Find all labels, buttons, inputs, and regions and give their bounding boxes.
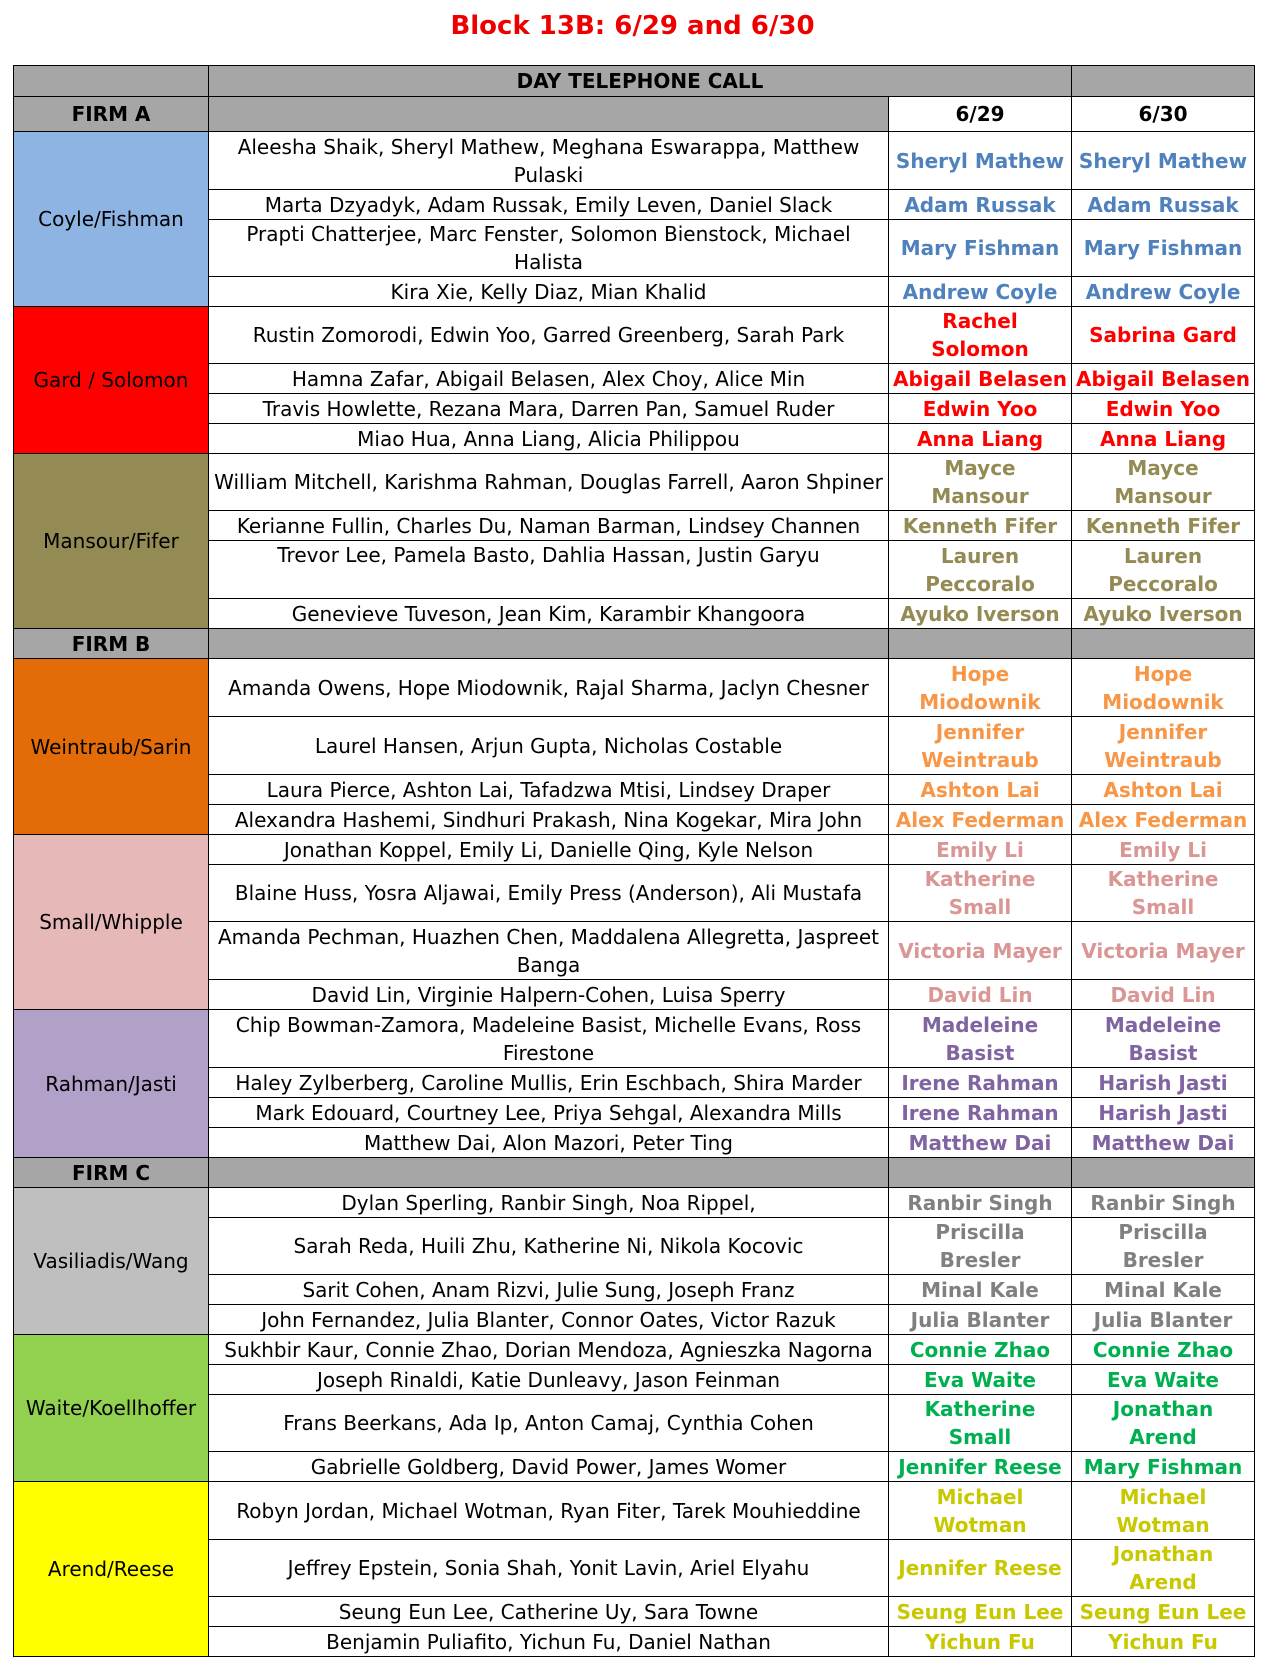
date-header-1: 6/29 (889, 97, 1072, 132)
firm-header-row (14, 97, 1255, 132)
attending-6-30: Anna Liang (1072, 424, 1255, 454)
group-name-cell: Mansour/Fifer (14, 454, 209, 629)
team-members-cell: Joseph Rinaldi, Katie Dunleavy, Jason Feinman (209, 1365, 889, 1395)
team-members-cell: Laura Pierce, Ashton Lai, Tafadzwa Mtisi, Lindsey Draper (209, 775, 889, 805)
team-members-cell: Sarit Cohen, Anam Rizvi, Julie Sung, Joseph Franz (209, 1275, 889, 1305)
team-row (14, 454, 1255, 511)
attending-6-29: Abigail Belasen (889, 364, 1072, 394)
firm-header-row (14, 629, 1255, 659)
team-members-cell: Kira Xie, Kelly Diaz, Mian Khalid (209, 277, 889, 307)
attending-6-29: Ranbir Singh (889, 1188, 1072, 1218)
attending-6-30: Sabrina Gard (1072, 307, 1255, 364)
attending-6-30: Mayce Mansour (1072, 454, 1255, 511)
attending-6-29: Ashton Lai (889, 775, 1072, 805)
attending-6-29: Anna Liang (889, 424, 1072, 454)
team-members-cell: Travis Howlette, Rezana Mara, Darren Pan, Samuel Ruder (209, 394, 889, 424)
attending-6-30: Emily Li (1072, 835, 1255, 865)
team-row (14, 132, 1255, 190)
attending-6-30: Minal Kale (1072, 1275, 1255, 1305)
date-header-2: 6/30 (1072, 97, 1255, 132)
attending-6-29: Alex Federman (889, 805, 1072, 835)
team-members-cell: William Mitchell, Karishma Rahman, Douglas Farrell, Aaron Shpiner (209, 454, 889, 511)
team-members-cell: Matthew Dai, Alon Mazori, Peter Ting (209, 1128, 889, 1158)
attending-6-30: Kenneth Fifer (1072, 511, 1255, 541)
attending-6-30: Hope Miodownik (1072, 659, 1255, 717)
attending-6-29: Julia Blanter (889, 1305, 1072, 1335)
group-name-cell: Vasiliadis/Wang (14, 1188, 209, 1335)
attending-6-30: Edwin Yoo (1072, 394, 1255, 424)
team-members-cell: David Lin, Virginie Halpern-Cohen, Luisa Sperry (209, 980, 889, 1010)
team-members-cell: Frans Beerkans, Ada Ip, Anton Camaj, Cynthia Cohen (209, 1395, 889, 1452)
team-members-cell: Benjamin Puliafito, Yichun Fu, Daniel Nathan (209, 1627, 889, 1657)
attending-6-29: David Lin (889, 980, 1072, 1010)
attending-6-29: Priscilla Bresler (889, 1218, 1072, 1275)
firm-header-spacer (889, 1158, 1072, 1188)
attending-6-30: Jonathan Arend (1072, 1540, 1255, 1597)
header-row (14, 66, 1255, 97)
group-name-cell: Arend/Reese (14, 1482, 209, 1657)
attending-6-30: Priscilla Bresler (1072, 1218, 1255, 1275)
attending-6-30: Eva Waite (1072, 1365, 1255, 1395)
attending-6-30: Abigail Belasen (1072, 364, 1255, 394)
team-members-cell: Seung Eun Lee, Catherine Uy, Sara Towne (209, 1597, 889, 1627)
group-name-cell: Weintraub/Sarin (14, 659, 209, 835)
attending-6-30: Madeleine Basist (1072, 1010, 1255, 1068)
attending-6-29: Lauren Peccoralo (889, 541, 1072, 599)
attending-6-30: Yichun Fu (1072, 1627, 1255, 1657)
page-title: Block 13B: 6/29 and 6/30 (450, 11, 815, 41)
team-members-cell: Sarah Reda, Huili Zhu, Katherine Ni, Nikola Kocovic (209, 1218, 889, 1275)
attending-6-29: Kenneth Fifer (889, 511, 1072, 541)
group-name-cell: Coyle/Fishman (14, 132, 209, 307)
attending-6-30: Ranbir Singh (1072, 1188, 1255, 1218)
firm-header-spacer (209, 1158, 889, 1188)
attending-6-30: Jonathan Arend (1072, 1395, 1255, 1452)
team-members-cell: Aleesha Shaik, Sheryl Mathew, Meghana Eswarappa, Matthew Pulaski (209, 132, 889, 190)
attending-6-30: David Lin (1072, 980, 1255, 1010)
attending-6-30: Sheryl Mathew (1072, 132, 1255, 190)
attending-6-29: Matthew Dai (889, 1128, 1072, 1158)
attending-6-30: Jennifer Weintraub (1072, 717, 1255, 775)
attending-6-29: Jennifer Reese (889, 1540, 1072, 1597)
team-members-cell: Robyn Jordan, Michael Wotman, Ryan Fiter, Tarek Mouhieddine (209, 1482, 889, 1540)
team-members-cell: John Fernandez, Julia Blanter, Connor Oates, Victor Razuk (209, 1305, 889, 1335)
attending-6-29: Hope Miodownik (889, 659, 1072, 717)
firm-label: FIRM B (14, 629, 209, 659)
attending-6-30: Seung Eun Lee (1072, 1597, 1255, 1627)
team-members-cell: Dylan Sperling, Ranbir Singh, Noa Rippel, (209, 1188, 889, 1218)
attending-6-30: Lauren Peccoralo (1072, 541, 1255, 599)
attending-6-29: Edwin Yoo (889, 394, 1072, 424)
firm-label: FIRM C (14, 1158, 209, 1188)
firm-header-spacer (1072, 629, 1255, 659)
header-corner (14, 66, 209, 97)
team-members-cell: Blaine Huss, Yosra Aljawai, Emily Press (Anderson), Ali Mustafa (209, 865, 889, 922)
header-main: DAY TELEPHONE CALL (209, 66, 1072, 97)
attending-6-30: Alex Federman (1072, 805, 1255, 835)
attending-6-29: Mayce Mansour (889, 454, 1072, 511)
attending-6-29: Ayuko Iverson (889, 599, 1072, 629)
team-row (14, 1010, 1255, 1068)
team-row (14, 1482, 1255, 1540)
team-members-cell: Chip Bowman-Zamora, Madeleine Basist, Michelle Evans, Ross Firestone (209, 1010, 889, 1068)
team-members-cell: Sukhbir Kaur, Connie Zhao, Dorian Mendoza, Agnieszka Nagorna (209, 1335, 889, 1365)
attending-6-30: Connie Zhao (1072, 1335, 1255, 1365)
attending-6-29: Michael Wotman (889, 1482, 1072, 1540)
attending-6-30: Mary Fishman (1072, 220, 1255, 277)
team-members-cell: Hamna Zafar, Abigail Belasen, Alex Choy, Alice Min (209, 364, 889, 394)
attending-6-29: Emily Li (889, 835, 1072, 865)
team-members-cell: Amanda Owens, Hope Miodownik, Rajal Sharma, Jaclyn Chesner (209, 659, 889, 717)
attending-6-29: Yichun Fu (889, 1627, 1072, 1657)
attending-6-30: Ashton Lai (1072, 775, 1255, 805)
attending-6-29: Minal Kale (889, 1275, 1072, 1305)
team-members-cell: Laurel Hansen, Arjun Gupta, Nicholas Costable (209, 717, 889, 775)
team-members-cell: Amanda Pechman, Huazhen Chen, Maddalena Allegretta, Jaspreet Banga (209, 922, 889, 980)
header-corner-right (1072, 66, 1255, 97)
attending-6-29: Connie Zhao (889, 1335, 1072, 1365)
firm-header-spacer (889, 629, 1072, 659)
attending-6-30: Adam Russak (1072, 190, 1255, 220)
attending-6-30: Harish Jasti (1072, 1068, 1255, 1098)
attending-6-29: Irene Rahman (889, 1098, 1072, 1128)
call-schedule-table (13, 65, 1255, 1657)
group-name-cell: Rahman/Jasti (14, 1010, 209, 1158)
attending-6-29: Seung Eun Lee (889, 1597, 1072, 1627)
attending-6-30: Mary Fishman (1072, 1452, 1255, 1482)
attending-6-29: Eva Waite (889, 1365, 1072, 1395)
attending-6-29: Andrew Coyle (889, 277, 1072, 307)
team-members-cell: Alexandra Hashemi, Sindhuri Prakash, Nina Kogekar, Mira John (209, 805, 889, 835)
attending-6-30: Julia Blanter (1072, 1305, 1255, 1335)
attending-6-29: Adam Russak (889, 190, 1072, 220)
team-members-cell: Jonathan Koppel, Emily Li, Danielle Qing, Kyle Nelson (209, 835, 889, 865)
team-members-cell: Haley Zylberberg, Caroline Mullis, Erin Eschbach, Shira Marder (209, 1068, 889, 1098)
attending-6-30: Victoria Mayer (1072, 922, 1255, 980)
attending-6-30: Matthew Dai (1072, 1128, 1255, 1158)
group-name-cell: Small/Whipple (14, 835, 209, 1010)
attending-6-29: Rachel Solomon (889, 307, 1072, 364)
group-name-cell: Gard / Solomon (14, 307, 209, 454)
team-row (14, 835, 1255, 865)
team-members-cell: Trevor Lee, Pamela Basto, Dahlia Hassan, Justin Garyu (209, 541, 889, 599)
attending-6-29: Jennifer Reese (889, 1452, 1072, 1482)
attending-6-29: Sheryl Mathew (889, 132, 1072, 190)
firm-header-spacer (1072, 1158, 1255, 1188)
team-members-cell: Kerianne Fullin, Charles Du, Naman Barman, Lindsey Channen (209, 511, 889, 541)
attending-6-30: Harish Jasti (1072, 1098, 1255, 1128)
attending-6-29: Madeleine Basist (889, 1010, 1072, 1068)
firm-header-spacer (209, 629, 889, 659)
schedule-body (14, 66, 1255, 1657)
team-row (14, 1188, 1255, 1218)
attending-6-29: Irene Rahman (889, 1068, 1072, 1098)
team-row (14, 659, 1255, 717)
team-members-cell: Mark Edouard, Courtney Lee, Priya Sehgal, Alexandra Mills (209, 1098, 889, 1128)
group-name-cell: Waite/Koellhoffer (14, 1335, 209, 1482)
team-members-cell: Gabrielle Goldberg, David Power, James Womer (209, 1452, 889, 1482)
team-row (14, 1335, 1255, 1365)
attending-6-29: Victoria Mayer (889, 922, 1072, 980)
attending-6-29: Jennifer Weintraub (889, 717, 1072, 775)
team-members-cell: Miao Hua, Anna Liang, Alicia Philippou (209, 424, 889, 454)
attending-6-29: Katherine Small (889, 865, 1072, 922)
attending-6-30: Michael Wotman (1072, 1482, 1255, 1540)
team-members-cell: Rustin Zomorodi, Edwin Yoo, Garred Greenberg, Sarah Park (209, 307, 889, 364)
attending-6-29: Mary Fishman (889, 220, 1072, 277)
firm-label: FIRM A (14, 97, 209, 132)
firm-header-spacer (209, 97, 889, 132)
firm-header-row (14, 1158, 1255, 1188)
attending-6-30: Katherine Small (1072, 865, 1255, 922)
team-members-cell: Jeffrey Epstein, Sonia Shah, Yonit Lavin, Ariel Elyahu (209, 1540, 889, 1597)
team-members-cell: Marta Dzyadyk, Adam Russak, Emily Leven, Daniel Slack (209, 190, 889, 220)
team-members-cell: Genevieve Tuveson, Jean Kim, Karambir Khangoora (209, 599, 889, 629)
team-members-cell: Prapti Chatterjee, Marc Fenster, Solomon Bienstock, Michael Halista (209, 220, 889, 277)
team-row (14, 307, 1255, 364)
attending-6-30: Andrew Coyle (1072, 277, 1255, 307)
attending-6-29: Katherine Small (889, 1395, 1072, 1452)
attending-6-30: Ayuko Iverson (1072, 599, 1255, 629)
